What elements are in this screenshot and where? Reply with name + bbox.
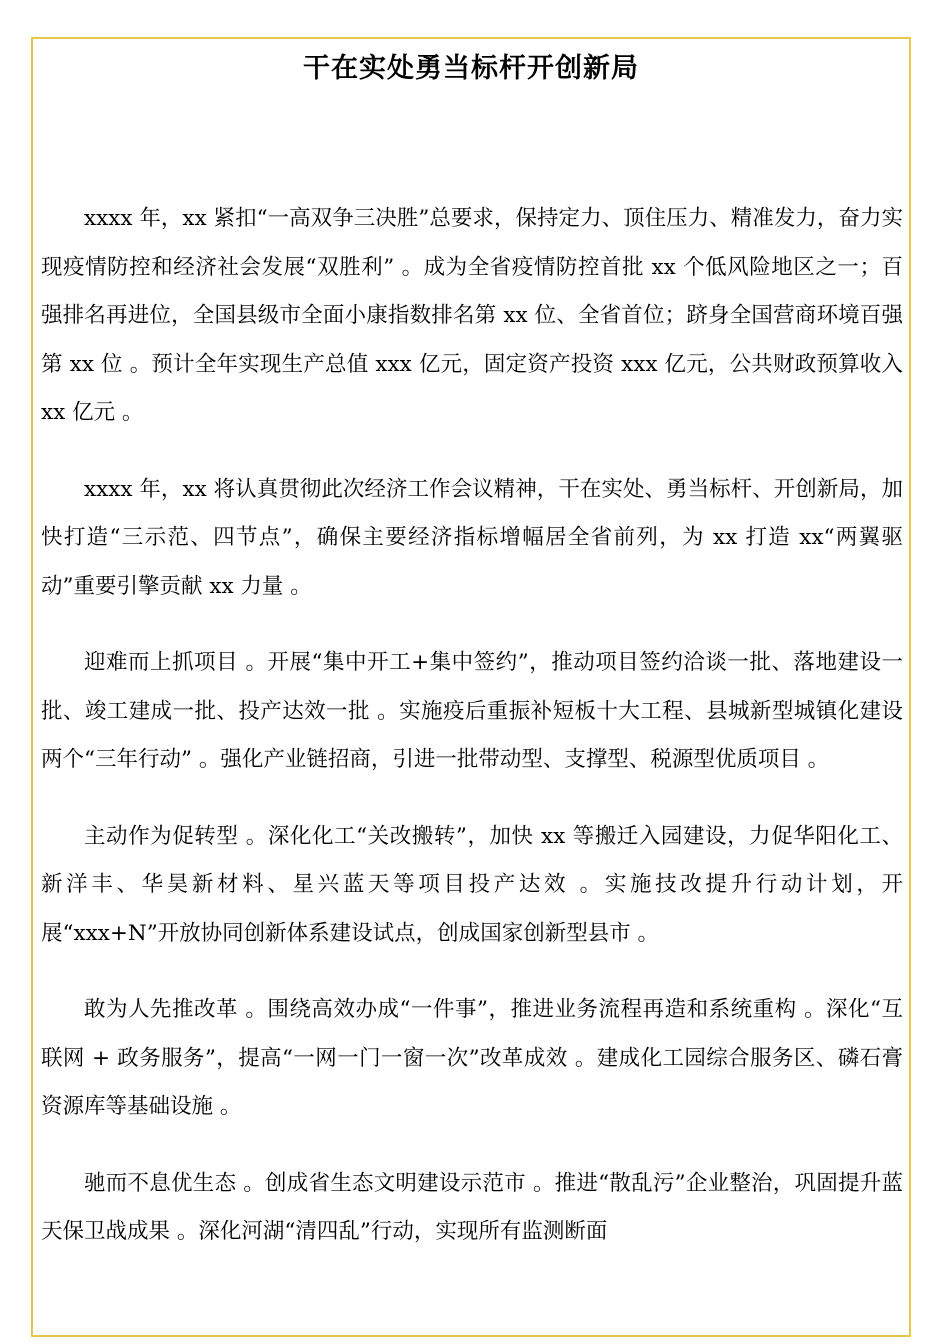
- document-body: [41, 195, 903, 1285]
- paragraph-summary: xxxx 年，xx 紧扣“一高双争三决胜”总要求，保持定力、顶住压力、精准发力，奋力实现疫情防控和经济社会发展“双胜利” 。成为全省疫情防控首批 xx 个低风险地区之一；百强排名再进位，全国县级市全面小康指数排名第 xx 位、全省首位；跻身全国营商环境百强第 xx 位 。预计全年实现生产总值 xxx 亿元，固定资产投资 xxx 亿元，公共财政预算收入 xx 亿元 。: [41, 206, 903, 425]
- page-border: [31, 37, 911, 1337]
- paragraph-projects: 迎难而上抓项目 。开展“集中开工+集中签约”，推动项目签约洽谈一批、落地建设一批、竣工建成一批、投产达效一批 。实施疫后重振补短板十大工程、县城新型城镇化建设两个“三年行动” 。强化产业链招商，引进一批带动型、支撑型、税源型优质项目 。: [41, 650, 903, 772]
- paragraph-plan: xxxx 年，xx 将认真贯彻此次经济工作会议精神，干在实处、勇当标杆、开创新局，加快打造“三示范、四节点”，确保主要经济指标增幅居全省前列，为 xx 打造 xx“两翼驱动”重要引擎贡献 xx 力量 。: [41, 476, 903, 599]
- paragraph-transformation: 主动作为促转型 。深化化工“关改搬转”，加快 xx 等搬迁入园建设，力促华阳化工、新洋丰、华昊新材料、星兴蓝天等项目投产达效 。实施技改提升行动计划，开展“xxx+N”开放协同创新体系建设试点，创成国家创新型县市 。: [41, 823, 903, 946]
- document-title: 干在实处勇当标杆开创新局: [303, 53, 639, 84]
- paragraph-ecology: 驰而不息优生态 。创成省生态文明建设示范市 。推进“散乱污”企业整治，巩固提升蓝天保卫战成果 。深化河湖“清四乱”行动，实现所有监测断面: [41, 1170, 903, 1244]
- paragraph-reform: 敢为人先推改革 。围绕高效办成“一件事”，推进业务流程再造和系统重构 。深化“互联网 + 政务服务”，提高“一网一门一窗一次”改革成效 。建成化工园综合服务区、磷石膏资源库等基础设施 。: [41, 997, 903, 1119]
